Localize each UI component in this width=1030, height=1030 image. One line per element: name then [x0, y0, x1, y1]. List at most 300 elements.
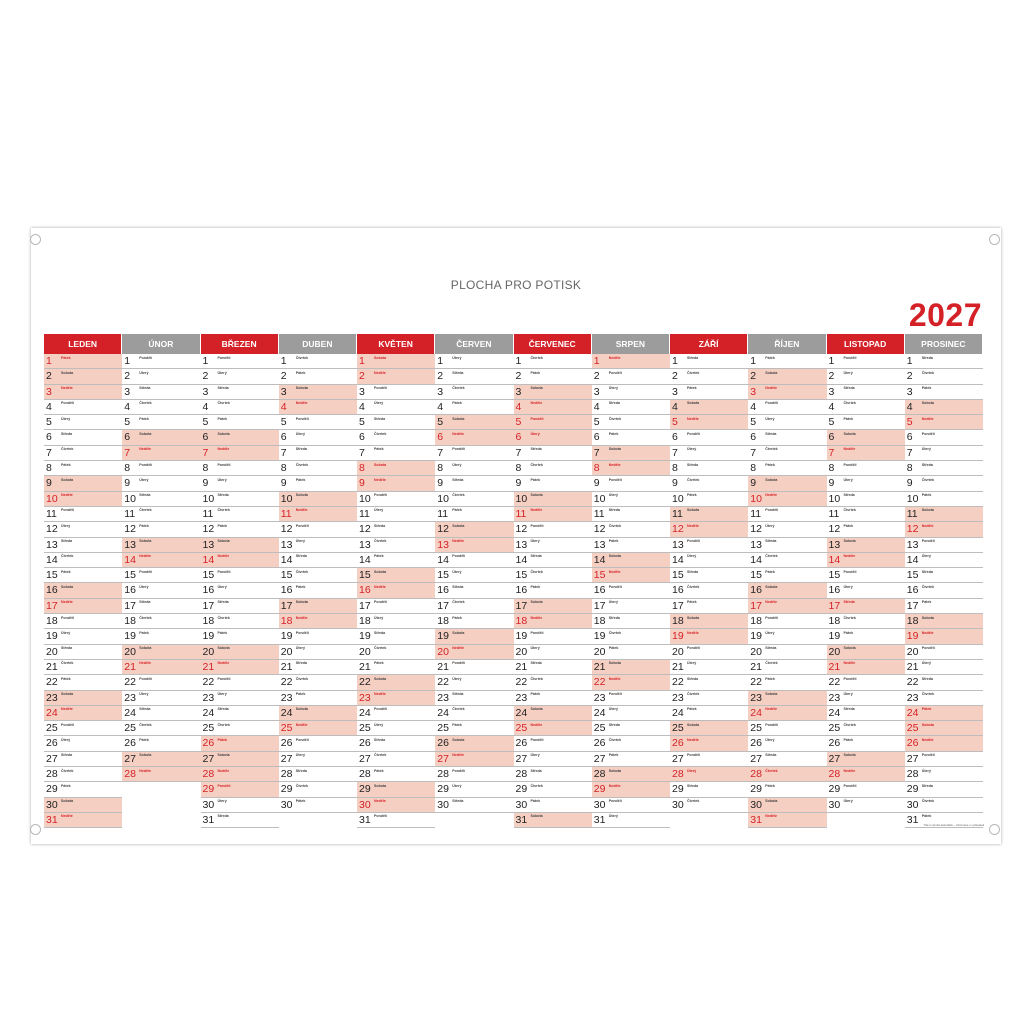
day-number: 28	[359, 768, 371, 781]
day-row	[827, 354, 905, 369]
day-number: 3	[672, 385, 678, 398]
weekday-name: Pátek	[374, 554, 384, 559]
day-number: 12	[906, 523, 919, 536]
day-number: 18	[515, 615, 528, 628]
weekday-name: Pondělí	[452, 554, 466, 559]
day-row	[827, 752, 905, 767]
day-row	[279, 430, 357, 445]
day-number: 17	[515, 599, 528, 612]
weekday-name: Čtvrtek	[61, 447, 74, 452]
day-number: 11	[124, 507, 136, 520]
day-row	[201, 430, 279, 445]
day-number: 8	[202, 462, 209, 475]
day-number: 9	[437, 477, 444, 490]
day-number: 13	[906, 538, 919, 551]
grommet-top-right	[989, 234, 1000, 245]
day-number: 5	[515, 416, 522, 429]
day-number: 8	[750, 462, 757, 475]
day-number: 5	[280, 416, 287, 429]
weekday-name: Úterý	[843, 370, 853, 375]
day-number: 7	[124, 446, 131, 459]
weekday-name: Pondělí	[139, 676, 153, 681]
month-column	[748, 334, 826, 826]
weekday-name: Pondělí	[295, 416, 309, 421]
day-number: 8	[515, 462, 522, 475]
weekday-name: Úterý	[687, 554, 697, 559]
day-row	[357, 354, 435, 369]
day-number: 16	[202, 584, 215, 597]
weekday-name: Úterý	[217, 477, 227, 482]
day-row	[435, 736, 513, 751]
day-row	[279, 507, 357, 522]
weekday-name: Čtvrtek	[608, 523, 622, 528]
weekday-name: Pátek	[921, 600, 932, 605]
day-number: 12	[202, 523, 215, 536]
day-number: 1	[46, 355, 52, 367]
weekday-name: Úterý	[452, 569, 462, 574]
day-number: 24	[750, 706, 762, 719]
weekday-name: Neděle	[374, 370, 386, 375]
day-row	[279, 675, 357, 690]
day-number: 31	[750, 813, 762, 826]
weekday-name: Pátek	[295, 584, 306, 589]
day-number: 21	[359, 660, 371, 673]
day-number: 23	[828, 691, 841, 704]
day-number: 27	[906, 752, 919, 765]
day-row	[201, 507, 279, 522]
day-row	[748, 660, 826, 675]
weekday-name: Sobota	[530, 707, 543, 712]
print-area-title: PLOCHA PRO POTISK	[450, 278, 582, 292]
weekday-name: Pátek	[374, 768, 384, 773]
day-number: 14	[828, 553, 841, 566]
day-row	[44, 798, 122, 813]
weekday-name: Neděle	[530, 508, 543, 513]
day-number: 29	[437, 783, 449, 796]
day-number: 21	[46, 660, 58, 673]
day-row	[122, 492, 200, 507]
weekday-name: Úterý	[765, 737, 775, 742]
day-number: 2	[359, 370, 365, 383]
day-row	[44, 568, 122, 583]
day-row	[514, 599, 592, 614]
weekday-name: Úterý	[452, 783, 462, 788]
day-number: 14	[46, 553, 58, 566]
day-number: 17	[593, 599, 606, 612]
day-number: 25	[750, 722, 762, 735]
day-row	[44, 476, 122, 491]
weekday-name: Pátek	[530, 477, 541, 482]
weekday-name: Pondělí	[374, 386, 387, 391]
weekday-name: Středa	[452, 692, 464, 697]
day-number: 23	[124, 691, 136, 704]
weekday-name: Sobota	[217, 539, 230, 544]
weekday-name: Čtvrtek	[374, 539, 387, 544]
day-row	[435, 369, 513, 384]
weekday-name: Pondělí	[139, 462, 153, 467]
day-row	[201, 446, 279, 461]
day-number: 25	[906, 722, 919, 735]
day-number: 7	[828, 446, 835, 459]
day-row	[827, 385, 905, 400]
weekday-name: Sobota	[374, 569, 387, 574]
day-number: 28	[124, 768, 136, 781]
day-number: 30	[280, 798, 293, 811]
day-row	[827, 645, 905, 660]
day-row	[122, 721, 200, 736]
day-row	[357, 461, 435, 476]
day-number: 19	[906, 630, 919, 643]
day-number: 16	[828, 584, 841, 597]
day-row	[122, 675, 200, 690]
day-number: 13	[750, 538, 762, 551]
day-number: 2	[515, 370, 522, 383]
day-row	[357, 553, 435, 568]
day-number: 20	[437, 645, 449, 658]
day-number: 8	[906, 462, 913, 475]
day-row	[905, 354, 983, 369]
day-number: 10	[593, 492, 606, 505]
day-number: 14	[750, 553, 762, 566]
day-number: 24	[46, 706, 58, 719]
day-number: 4	[828, 400, 835, 413]
weekday-name: Neděle	[608, 355, 621, 360]
day-number: 26	[515, 737, 528, 750]
day-row	[514, 369, 592, 384]
day-row	[827, 400, 905, 415]
day-number: 3	[750, 385, 757, 398]
day-row	[592, 782, 670, 797]
day-number: 25	[359, 722, 371, 735]
day-row	[357, 430, 435, 445]
day-row	[827, 629, 905, 644]
weekday-name: Středa	[843, 493, 855, 498]
day-row	[670, 553, 748, 568]
day-number: 23	[906, 691, 919, 704]
day-number: 26	[750, 737, 762, 750]
weekday-name: Středa	[61, 646, 73, 651]
day-row	[279, 492, 357, 507]
month-column	[44, 334, 122, 826]
weekday-name: Neděle	[843, 768, 856, 773]
day-number: 15	[280, 569, 293, 582]
weekday-name: Čtvrtek	[295, 676, 309, 681]
weekday-name: Čtvrtek	[765, 447, 778, 452]
day-number: 2	[280, 370, 287, 383]
weekday-name: Pondělí	[765, 615, 779, 620]
day-row	[357, 721, 435, 736]
day-row	[670, 767, 748, 782]
day-row	[748, 645, 826, 660]
day-row	[201, 691, 279, 706]
weekday-name: Neděle	[61, 493, 73, 498]
weekday-name: Pátek	[139, 416, 149, 421]
weekday-name: Pátek	[217, 416, 228, 421]
day-number: 13	[202, 538, 215, 551]
day-row	[670, 446, 748, 461]
day-number: 20	[515, 645, 528, 658]
day-number: 27	[515, 752, 528, 765]
day-number: 27	[437, 752, 449, 765]
day-number: 31	[515, 813, 528, 826]
day-number: 18	[672, 615, 684, 628]
weekday-name: Středa	[843, 600, 855, 605]
day-number: 30	[359, 798, 371, 811]
day-number: 23	[280, 691, 293, 704]
month-column	[827, 334, 905, 817]
day-number: 10	[359, 492, 371, 505]
day-row	[592, 492, 670, 507]
day-number: 20	[828, 645, 841, 658]
day-number: 26	[906, 737, 919, 750]
weekday-name: Pondělí	[61, 615, 74, 620]
weekday-name: Středa	[61, 753, 73, 758]
day-number: 17	[359, 599, 371, 612]
day-row	[592, 629, 670, 644]
weekday-name: Neděle	[374, 692, 386, 697]
weekday-name: Středa	[217, 600, 229, 605]
day-number: 4	[202, 400, 209, 413]
weekday-name: Středa	[295, 661, 307, 666]
weekday-name: Úterý	[374, 508, 384, 513]
grommet-top-left	[30, 234, 41, 245]
day-row	[435, 553, 513, 568]
weekday-name: Pondělí	[687, 753, 700, 758]
day-row	[122, 461, 200, 476]
day-row	[592, 415, 670, 430]
day-number: 4	[46, 400, 52, 413]
day-row	[201, 553, 279, 568]
day-row	[827, 599, 905, 614]
day-number: 9	[750, 477, 757, 490]
day-number: 31	[202, 813, 215, 826]
day-number: 25	[46, 722, 58, 735]
day-number: 26	[672, 737, 684, 750]
weekday-name: Čtvrtek	[295, 462, 309, 467]
weekday-name: Pátek	[452, 401, 462, 406]
weekday-name: Pátek	[921, 814, 932, 819]
day-number: 25	[280, 722, 293, 735]
day-row	[827, 767, 905, 782]
day-number: 11	[437, 507, 449, 520]
weekday-name: Pondělí	[921, 646, 935, 651]
weekday-name: Pondělí	[843, 355, 857, 360]
day-row	[592, 721, 670, 736]
day-row	[357, 614, 435, 629]
day-row	[514, 461, 592, 476]
day-row	[905, 629, 983, 644]
day-row	[905, 583, 983, 598]
day-number: 2	[828, 370, 835, 383]
day-row	[748, 782, 826, 797]
day-number: 1	[359, 355, 365, 367]
day-row	[44, 507, 122, 522]
weekday-name: Středa	[217, 493, 229, 498]
day-number: 30	[750, 798, 762, 811]
weekday-name: Úterý	[217, 799, 227, 804]
day-row	[279, 614, 357, 629]
weekday-name: Čtvrtek	[139, 722, 152, 727]
weekday-name: Čtvrtek	[765, 768, 778, 773]
day-number: 29	[750, 783, 762, 796]
day-row	[357, 507, 435, 522]
day-row	[357, 522, 435, 537]
weekday-name: Sobota	[61, 692, 74, 697]
weekday-name: Neděle	[530, 401, 543, 406]
day-row	[44, 583, 122, 598]
day-row	[905, 675, 983, 690]
weekday-name: Pondělí	[608, 584, 622, 589]
weekday-name: Čtvrtek	[530, 783, 543, 788]
weekday-name: Úterý	[217, 692, 227, 697]
day-number: 6	[906, 431, 913, 444]
weekday-name: Pátek	[61, 462, 71, 467]
weekday-name: Úterý	[921, 768, 931, 773]
weekday-name: Čtvrtek	[530, 462, 543, 467]
day-row	[748, 721, 826, 736]
day-row	[514, 645, 592, 660]
day-row	[435, 660, 513, 675]
weekday-name: Středa	[608, 722, 620, 727]
day-number: 7	[593, 446, 600, 459]
weekday-name: Čtvrtek	[61, 661, 74, 666]
weekday-name: Neděle	[374, 584, 386, 589]
weekday-name: Středa	[452, 799, 464, 804]
day-number: 15	[906, 569, 919, 582]
day-number: 13	[437, 538, 449, 551]
day-number: 22	[124, 676, 136, 689]
day-number: 9	[124, 477, 131, 490]
day-number: 19	[515, 630, 528, 643]
day-number: 4	[437, 400, 444, 413]
day-row	[514, 721, 592, 736]
day-row	[670, 736, 748, 751]
weekday-name: Pátek	[687, 493, 697, 498]
day-number: 10	[46, 492, 58, 505]
day-number: 22	[750, 676, 762, 689]
day-row	[357, 538, 435, 553]
day-row	[592, 476, 670, 491]
weekday-name: Úterý	[217, 370, 227, 375]
day-row	[435, 461, 513, 476]
day-row	[748, 736, 826, 751]
day-number: 14	[906, 553, 919, 566]
weekday-name: Neděle	[530, 722, 543, 727]
day-number: 5	[672, 416, 678, 429]
day-row	[514, 385, 592, 400]
day-row	[435, 354, 513, 369]
day-row	[592, 736, 670, 751]
weekday-name: Sobota	[921, 508, 934, 513]
day-number: 18	[46, 615, 58, 628]
day-number: 7	[202, 446, 209, 459]
day-number: 5	[593, 416, 600, 429]
day-row	[670, 782, 748, 797]
day-number: 13	[280, 538, 293, 551]
weekday-name: Pátek	[530, 370, 541, 375]
day-number: 18	[280, 615, 293, 628]
day-row	[592, 706, 670, 721]
weekday-name: Úterý	[765, 523, 775, 528]
weekday-name: Neděle	[608, 462, 621, 467]
day-row	[905, 782, 983, 797]
day-number: 8	[46, 462, 52, 475]
day-number: 21	[750, 660, 762, 673]
day-number: 10	[124, 492, 136, 505]
day-number: 20	[750, 645, 762, 658]
weekday-name: Pondělí	[608, 477, 622, 482]
day-row	[670, 538, 748, 553]
weekday-name: Pondělí	[765, 722, 779, 727]
weekday-name: Úterý	[139, 370, 149, 375]
month-header: PROSINEC	[905, 334, 982, 354]
day-row	[279, 583, 357, 598]
day-number: 28	[515, 768, 528, 781]
day-row	[122, 385, 200, 400]
weekday-name: Čtvrtek	[921, 799, 935, 804]
weekday-name: Neděle	[217, 554, 230, 559]
weekday-name: Neděle	[765, 386, 778, 391]
day-row	[827, 782, 905, 797]
weekday-name: Sobota	[608, 554, 621, 559]
weekday-name: Sobota	[687, 615, 700, 620]
day-row	[279, 446, 357, 461]
day-row	[44, 782, 122, 797]
weekday-name: Středa	[295, 447, 307, 452]
weekday-name: Neděle	[374, 477, 386, 482]
day-number: 18	[828, 615, 841, 628]
day-number: 8	[280, 462, 287, 475]
day-number: 22	[906, 676, 919, 689]
calendar-year: 2027	[908, 297, 982, 333]
weekday-name: Pátek	[530, 584, 541, 589]
day-number: 28	[46, 768, 58, 781]
day-row	[514, 736, 592, 751]
weekday-name: Pondělí	[687, 646, 700, 651]
weekday-name: Pátek	[217, 630, 228, 635]
weekday-name: Středa	[687, 676, 699, 681]
day-number: 4	[906, 400, 913, 413]
weekday-name: Úterý	[61, 416, 71, 421]
day-row	[514, 813, 592, 828]
day-number: 17	[124, 599, 136, 612]
weekday-name: Úterý	[452, 355, 462, 360]
day-number: 2	[202, 370, 209, 383]
day-row	[670, 599, 748, 614]
day-row	[44, 629, 122, 644]
weekday-name: Čtvrtek	[530, 676, 543, 681]
day-row	[905, 492, 983, 507]
day-row	[435, 691, 513, 706]
day-row	[748, 752, 826, 767]
weekday-name: Čtvrtek	[530, 569, 543, 574]
day-number: 29	[359, 783, 371, 796]
day-row	[905, 645, 983, 660]
weekday-name: Středa	[61, 431, 73, 436]
weekday-name: Pondělí	[452, 768, 466, 773]
day-number: 29	[906, 783, 919, 796]
day-row	[670, 629, 748, 644]
weekday-name: Úterý	[139, 477, 149, 482]
day-row	[279, 629, 357, 644]
weekday-name: Sobota	[295, 600, 308, 605]
day-row	[748, 706, 826, 721]
day-number: 17	[828, 599, 841, 612]
day-number: 21	[437, 660, 449, 673]
day-number: 3	[437, 385, 444, 398]
day-number: 25	[202, 722, 215, 735]
day-number: 19	[828, 630, 841, 643]
